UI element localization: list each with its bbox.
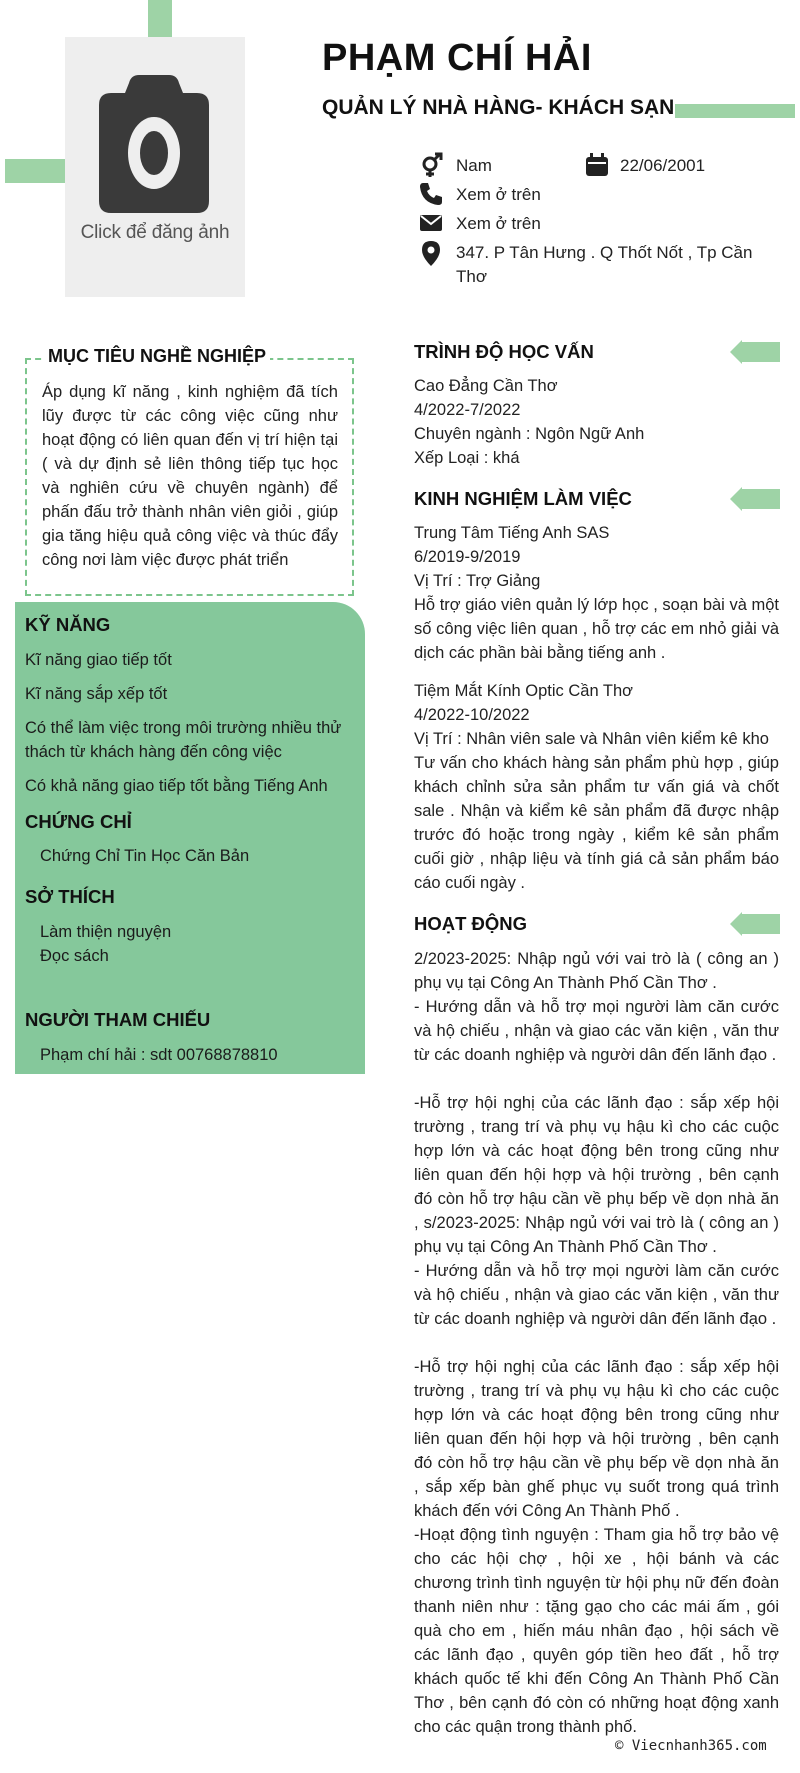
hobby-item: Làm thiện nguyện <box>40 923 172 941</box>
education-period: 4/2022-7/2022 <box>414 401 521 419</box>
accent-bar-top <box>148 0 172 37</box>
activities-heading: HOẠT ĐỘNG <box>414 913 528 934</box>
certificates-heading: CHỨNG CHỈ <box>25 811 132 832</box>
skills-heading: KỸ NĂNG <box>25 614 111 635</box>
career-goal-text: Áp dụng kĩ năng , kinh nghiệm đã tích lũy được từ các công việc cũng như hoạt động có liên quan đến vị trí hiện tại ( và dự định sẻ liên thông tiếp tục học và nghiên cứu về chuyên ngành) để phấn đấu trở thành nhân viên giỏi , giúp gia tăng hiệu quả công việc và thúc đẩy công nơi làm việc được phát triển <box>42 383 338 569</box>
education-major: Chuyên ngành : Ngôn Ngữ Anh <box>414 425 645 443</box>
experience-heading: KINH NGHIỆM LÀM VIỆC <box>414 488 632 509</box>
email-value: Xem ở trên <box>456 214 541 233</box>
job-description: Hỗ trợ giáo viên quản lý lớp học , soạn bài và một số công việc liên quan , hỗ trợ các em nhỏ giải và dịch các phần bài bằng tiếng anh . <box>414 596 779 662</box>
hobbies-heading: SỞ THÍCH <box>25 886 115 907</box>
phone-value: Xem ở trên <box>456 185 541 204</box>
profile-photo-placeholder[interactable] <box>65 37 245 297</box>
certificate-item: Chứng Chỉ Tin Học Căn Bản <box>40 847 250 865</box>
birthdate-value: 22/06/2001 <box>620 156 706 175</box>
photo-upload-caption: Click để đăng ảnh <box>80 222 230 243</box>
skill-item: Kĩ năng sắp xếp tốt <box>25 685 168 703</box>
education-school: Cao Đẳng Cần Thơ <box>414 377 558 395</box>
accent-bar-right <box>675 104 795 118</box>
activity-paragraph: -Hoạt động tình nguyện : Tham gia hỗ trợ bảo vệ cho các hội chợ , hội xe , hội bánh và các chương trình tình nguyện từ hội phụ nữ đến đoàn thanh niên như : tặng gạo cho các mái ấm , gói quà cho em , hiến máu nhân đạo , hội sách về các lãnh đạo , quyên góp tiền heo đất , hỗ trợ khách quốc tế khi đến Công An Thành Phố Cần Thơ , bên cạnh đó còn có những hoạt động xanh cho các quận trong thành phố. <box>414 1526 779 1736</box>
job-description: Tư vấn cho khách hàng sản phẩm phù hợp , giúp khách chỉnh sửa sản phẩm tư vấn giá và chốt sale . Nhận và kiểm kê sản phẩm đã được nhập trước đó hoặc trong ngày , kiểm kê sản phẩm cuối giờ , nhập liệu và tính giá cả sản phẩm báo cáo cuối ngày . <box>414 754 779 892</box>
location-pin-icon <box>418 240 444 266</box>
references-heading: NGƯỜI THAM CHIẾU <box>25 1009 211 1030</box>
skill-item: Có thể làm việc trong môi trường nhiều thử thách từ khách hàng đến công việc <box>25 719 342 761</box>
activity-paragraph: -Hỗ trợ hội nghị của các lãnh đạo : sắp xếp hội trường , trang trí và phụ vụ hậu kì cho các cuộc hợp lớn và các hoạt động bên trong cũng như liên quan đến hội hợp và hội trường , bên cạnh đó còn hỗ trợ hậu cần về phụ bếp về dọn nhà ăn , sắp xếp bàn ghế phục vụ suốt trong quá trình khách đến với Công An Thành Phố . <box>414 1358 779 1520</box>
activity-paragraph: - Hướng dẫn và hỗ trợ mọi người làm căn cước và hộ chiếu , nhận và giao các văn kiện , văn thư từ các doanh nghiệp và người dân đến lãnh đạo . <box>414 1262 779 1328</box>
arrow-left-icon <box>730 340 780 364</box>
address-line-1: 347. P Tân Hưng . Q Thốt Nốt , Tp Cần <box>456 243 753 262</box>
reference-item: Phạm chí hải : sdt 00768878810 <box>40 1046 278 1064</box>
activity-paragraph: -Hỗ trợ hội nghị của các lãnh đạo : sắp xếp hội trường , trang trí và phụ vụ hậu kì cho các cuộc hợp lớn và các hoạt động bên trong cũng như liên quan đến hội hợp và hội trường , bên cạnh đó còn hỗ trợ hậu cần về phụ bếp về dọn nhà ăn , s/2023-2025: Nhập ngủ với vai trò là ( công an ) phụ vụ tại Công An Thành Phố Cần Thơ . <box>414 1094 779 1256</box>
activity-paragraph: 2/2023-2025: Nhập ngủ với vai trò là ( công an ) phụ vụ tại Công An Thành Phố Cần Thơ . <box>414 950 779 992</box>
job-position: Vị Trí : Nhân viên sale và Nhân viên kiểm kê kho <box>414 730 769 748</box>
job-period: 4/2022-10/2022 <box>414 706 530 724</box>
job-position: Vị Trí : Trợ Giảng <box>414 572 541 590</box>
job-company: Tiệm Mắt Kính Optic Cần Thơ <box>414 682 633 700</box>
job-period: 6/2019-9/2019 <box>414 548 521 566</box>
skills-panel <box>15 602 365 1074</box>
career-goal-heading: MỤC TIÊU NGHỀ NGHIỆP <box>44 346 270 367</box>
arrow-left-icon <box>730 487 780 511</box>
address-line-2: Thơ <box>456 267 487 286</box>
camera-icon <box>99 75 209 213</box>
accent-bar-left <box>5 159 65 183</box>
gender-value: Nam <box>456 156 492 175</box>
footer-watermark: © Viecnhanh365.com <box>615 1738 767 1754</box>
candidate-name: PHẠM CHÍ HẢI <box>322 37 592 79</box>
education-rank: Xếp Loại : khá <box>414 449 520 467</box>
job-company: Trung Tâm Tiếng Anh SAS <box>414 524 610 542</box>
arrow-left-icon <box>730 912 780 936</box>
calendar-icon <box>584 152 610 178</box>
skill-item: Kĩ năng giao tiếp tốt <box>25 651 172 669</box>
activity-paragraph: - Hướng dẫn và hỗ trợ mọi người làm căn cước và hộ chiếu , nhận và giao các văn kiện , văn thư từ các doanh nghiệp và người dân đến lãnh đạo . <box>414 998 779 1064</box>
job-title: QUẢN LÝ NHÀ HÀNG- KHÁCH SẠN <box>322 96 675 119</box>
email-icon <box>418 210 444 236</box>
phone-icon <box>418 181 444 207</box>
skill-item: Có khả năng giao tiếp tốt bằng Tiếng Anh <box>25 777 328 795</box>
education-heading: TRÌNH ĐỘ HỌC VẤN <box>414 341 594 362</box>
gender-icon <box>418 152 444 178</box>
hobby-item: Đọc sách <box>40 947 109 965</box>
